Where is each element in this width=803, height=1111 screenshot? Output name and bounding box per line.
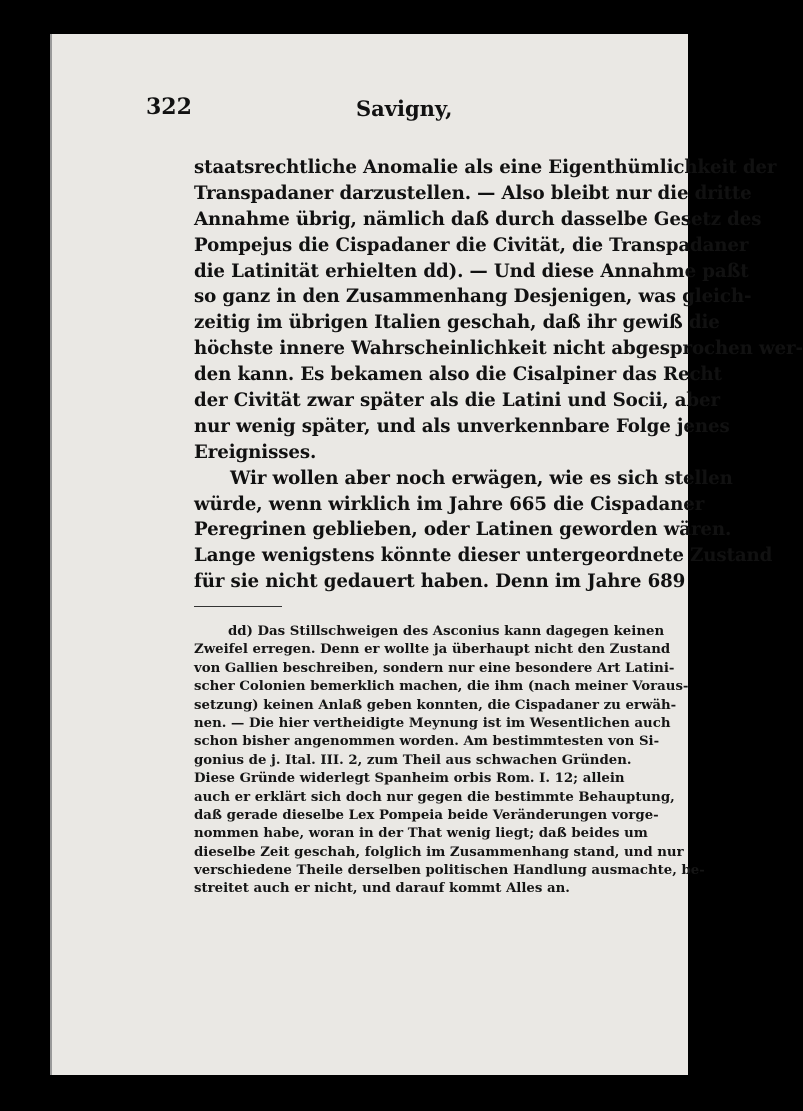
footnote-line: nommen habe, woran in der That wenig liegt; daß beides um [194, 826, 648, 842]
footnote-line: Zweifel erregen. Denn er wollte ja überhaupt nicht den Zustand [194, 642, 671, 658]
body-line: Ereignisses. [194, 441, 317, 463]
body-line: Pompejus die Cispadaner die Civität, die Transpadaner [194, 234, 749, 256]
footnote-divider [194, 606, 282, 607]
page-number: 322 [146, 94, 192, 120]
body-line: Peregrinen geblieben, oder Latinen geworden wären. [194, 519, 732, 541]
footnote-line: auch er erklärt sich doch nur gegen die bestimmte Behauptung, [194, 789, 675, 805]
page-header [146, 94, 546, 128]
footnote-line: gonius de j. Ital. III. 2, zum Theil aus schwachen Gründen. [194, 752, 632, 768]
footnote-line: streitet auch er nicht, und darauf kommt Alles an. [194, 881, 570, 897]
footnote-line: Diese Gründe widerlegt Spanheim orbis Rom. I. 12; allein [194, 771, 625, 787]
footnote-line: daß gerade dieselbe Lex Pompeia beide Veränderungen vorge- [194, 807, 659, 823]
footnote-line: verschiedene Theile derselben politischen Handlung ausmachte, be- [194, 863, 705, 879]
body-line: staatsrechtliche Anomalie als eine Eigenthümlichkeit der [194, 157, 777, 178]
body-line: den kann. Es bekamen also die Cisalpiner das Recht [194, 364, 722, 386]
body-line: für sie nicht gedauert haben. Denn im Jahre 689 [194, 571, 686, 593]
body-line: zeitig im übrigen Italien geschah, daß ihr gewiß die [194, 312, 720, 334]
footnote-line: von Gallien beschreiben, sondern nur eine besondere Art Latini- [194, 660, 675, 676]
body-line: höchste innere Wahrscheinlichkeit nicht abgesprochen wer- [194, 338, 803, 360]
body-line: die Latinität erhielten dd). — Und diese Annahme paßt [194, 260, 749, 282]
body-line: Annahme übrig, nämlich daß durch dasselbe Gesetz des [194, 208, 762, 230]
footnote [194, 623, 705, 899]
body-line: so ganz in den Zusammenhang Desjenigen, was gleich- [194, 286, 752, 308]
footnote-line: dd) Das Stillschweigen des Asconius kann dagegen keinen [228, 624, 665, 639]
body-line: Wir wollen aber noch erwägen, wie es sich stellen [230, 467, 733, 489]
body-text [194, 155, 803, 595]
footnote-line: nen. — Die hier vertheidigte Meynung ist im Wesentlichen auch [194, 715, 671, 731]
body-line: Transpadaner darzustellen. — Also bleibt nur die dritte [194, 182, 752, 204]
footnote-line: dieselbe Zeit geschah, folglich im Zusammenhang stand, und nur [194, 844, 684, 860]
body-line: Lange wenigstens könnte dieser untergeordnete Zustand [194, 545, 773, 567]
running-head: Savigny, [356, 96, 453, 121]
body-line: würde, wenn wirklich im Jahre 665 die Cispadaner [194, 493, 705, 515]
body-line: der Civität zwar später als die Latini und Socii, aber [194, 390, 721, 412]
footnote-line: scher Colonien bemerklich machen, die ihm (nach meiner Voraus- [194, 679, 689, 695]
footnote-line: setzung) keinen Anlaß geben konnten, die Cispadaner zu erwäh- [194, 697, 677, 713]
footnote-line: schon bisher angenommen worden. Am bestimmtesten von Si- [194, 734, 660, 750]
body-line: nur wenig später, und als unverkennbare Folge jenes [194, 415, 730, 437]
